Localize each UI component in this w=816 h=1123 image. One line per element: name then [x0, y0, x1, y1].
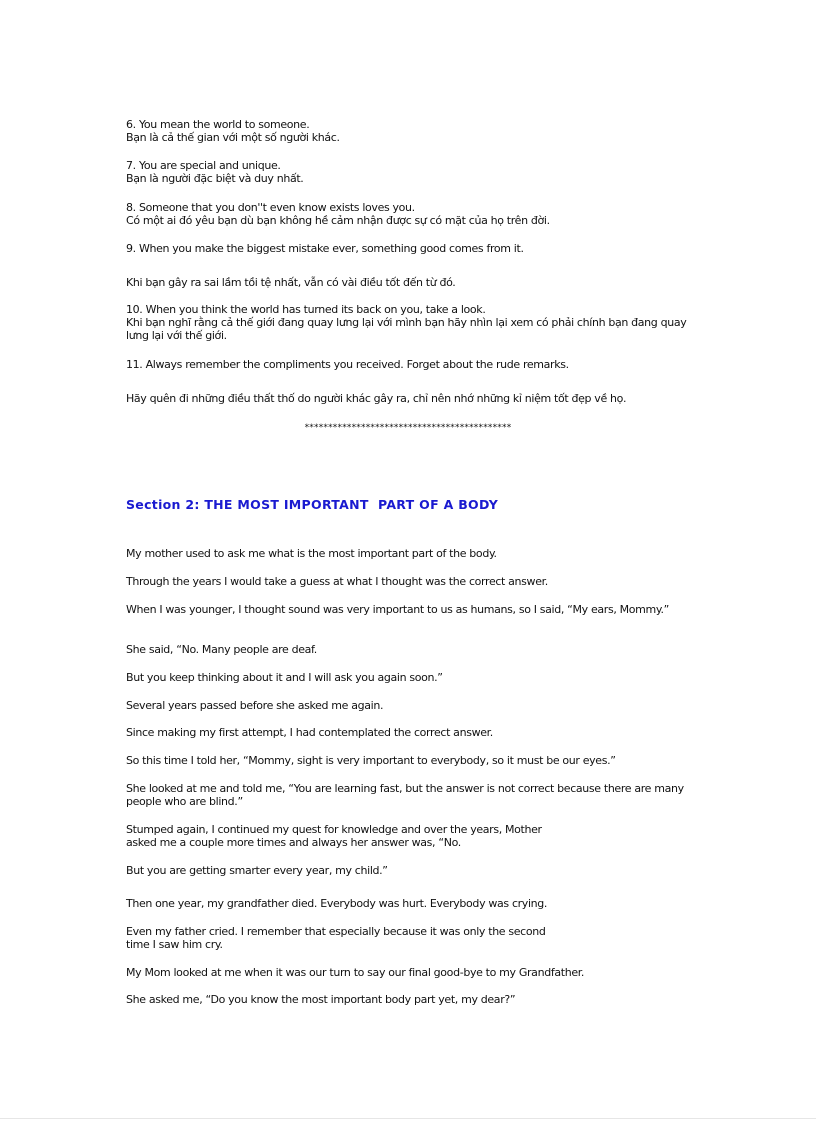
paragraph-3: When I was younger, I thought sound was very important to us as humans, so I said, “My ears, Mommy.”: [126, 603, 669, 616]
item-8: [126, 201, 696, 227]
paragraph-2: Through the years I would take a guess at what I thought was the correct answer.: [126, 575, 548, 588]
item-9-english: 9. When you make the biggest mistake ever, something good comes from it.: [126, 242, 524, 255]
item-10-english: 10. When you think the world has turned its back on you, take a look.: [126, 303, 486, 316]
item-8-english: 8. Someone that you don''t even know exists loves you.: [126, 201, 415, 214]
paragraph-6: Several years passed before she asked me again.: [126, 699, 384, 712]
paragraph-10: [126, 823, 696, 849]
paragraph-10-line-2: asked me a couple more times and always her answer was, “No.: [126, 836, 461, 849]
paragraph-1: My mother used to ask me what is the most important part of the body.: [126, 547, 497, 560]
paragraph-8: So this time I told her, “Mommy, sight is very important to everybody, so it must be our eyes.”: [126, 754, 616, 767]
paragraph-4: She said, “No. Many people are deaf.: [126, 643, 317, 656]
paragraph-11: But you are getting smarter every year, my child.”: [126, 864, 388, 877]
paragraph-5: But you keep thinking about it and I will ask you again soon.”: [126, 671, 443, 684]
item-11-english: 11. Always remember the compliments you received. Forget about the rude remarks.: [126, 358, 569, 371]
paragraph-15: She asked me, “Do you know the most important body part yet, my dear?”: [126, 993, 516, 1006]
paragraph-10-line-1: Stumped again, I continued my quest for knowledge and over the years, Mother: [126, 823, 542, 836]
paragraph-13-line-1: Even my father cried. I remember that especially because it was only the second: [126, 925, 546, 938]
paragraph-13: [126, 925, 696, 951]
section-2-heading: Section 2: THE MOST IMPORTANT PART OF A BODY: [126, 497, 499, 512]
paragraph-7: Since making my first attempt, I had contemplated the correct answer.: [126, 726, 493, 739]
paragraph-13-line-2: time I saw him cry.: [126, 938, 223, 951]
item-6-english: 6. You mean the world to someone.: [126, 118, 310, 131]
item-7-vietnamese: Bạn là người đặc biệt và duy nhất.: [126, 172, 304, 185]
item-6-vietnamese: Bạn là cả thế gian với một số người khác.: [126, 131, 340, 144]
paragraph-9: She looked at me and told me, “You are learning fast, but the answer is not correct because there are many people who are blind.”: [126, 782, 684, 808]
item-8-vietnamese: Có một ai đó yêu bạn dù bạn không hề cảm nhận được sự có mặt của họ trên đời.: [126, 214, 550, 227]
page-bottom-divider: [0, 1118, 816, 1119]
item-6: [126, 118, 696, 144]
item-11-vietnamese: Hãy quên đi những điều thất thố do người khác gây ra, chỉ nên nhớ những kỉ niệm tốt đẹp về họ.: [126, 392, 627, 405]
paragraph-12: Then one year, my grandfather died. Everybody was hurt. Everybody was crying.: [126, 897, 548, 910]
separator-stars: ********************************************: [304, 423, 512, 433]
paragraph-14: My Mom looked at me when it was our turn to say our final good-bye to my Grandfather.: [126, 966, 585, 979]
item-7-english: 7. You are special and unique.: [126, 159, 281, 172]
item-7: [126, 159, 696, 185]
item-9-vietnamese: Khi bạn gây ra sai lầm tồi tệ nhất, vẫn có vài điều tốt đến từ đó.: [126, 276, 456, 289]
item-10: [126, 303, 696, 342]
item-10-vietnamese: Khi bạn nghĩ rằng cả thế giới đang quay lưng lại với mình bạn hãy nhìn lại xem có phải chính bạn đang quay lưng lại với thế giới.: [126, 316, 687, 342]
